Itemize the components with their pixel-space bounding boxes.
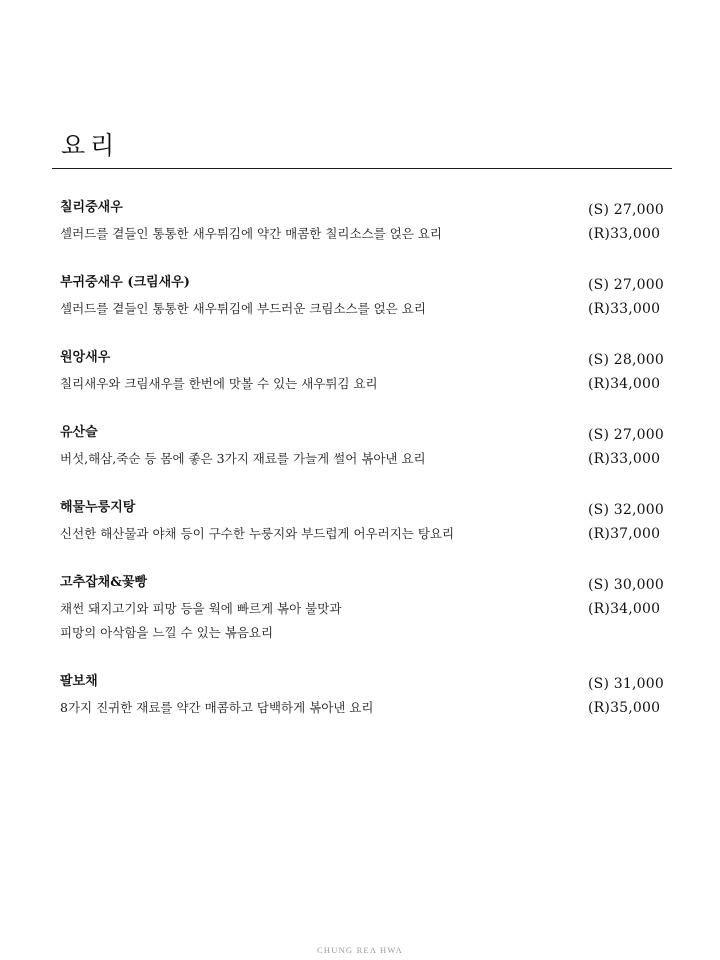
item-description: [60, 696, 570, 720]
item-description: [60, 372, 570, 396]
item-description-line: 버섯,해삼,죽순 등 몸에 좋은 3가지 재료를 가늘게 썰어 볶아낸 요리: [60, 451, 426, 466]
price-small: (S) 27,000: [588, 427, 664, 443]
item-description: [60, 222, 570, 246]
item-description-line: 8가지 진귀한 재료를 약간 매콤하고 담백하게 볶아낸 요리: [60, 700, 374, 715]
price-regular: (R)34,000: [588, 376, 661, 392]
menu-list: [0, 198, 720, 747]
item-name: 부귀중새우 (크림새우): [60, 275, 190, 290]
price-regular: (R)34,000: [588, 601, 661, 617]
menu-item: [0, 348, 720, 423]
menu-item: [0, 273, 720, 348]
price-regular: (R)37,000: [588, 526, 661, 542]
price-small: (S) 30,000: [588, 577, 664, 593]
item-description-line: 신선한 해산물과 야채 등이 구수한 누룽지와 부드럽게 어우러지는 탕요리: [60, 526, 455, 541]
page-title: 요리: [61, 131, 120, 160]
item-description: [60, 447, 570, 471]
footer-brand: CHUNG REA HWA: [317, 945, 403, 955]
menu-item: [0, 573, 720, 672]
item-name: 고추잡채&꽃빵: [60, 575, 148, 590]
price-regular: (R)33,000: [588, 451, 661, 467]
item-description: [60, 297, 570, 321]
price-regular: (R)33,000: [588, 226, 661, 242]
menu-item: [0, 423, 720, 498]
title-divider: [52, 168, 672, 169]
item-description-line: 채썬 돼지고기와 피망 등을 웍에 빠르게 볶아 불맛과: [60, 601, 342, 616]
menu-item: [0, 672, 720, 747]
item-description: [60, 522, 570, 546]
item-description-line: 칠리새우와 크림새우를 한번에 맛볼 수 있는 새우튀김 요리: [60, 376, 378, 391]
item-description-line: 셀러드를 곁들인 통통한 새우튀김에 부드러운 크림소스를 얹은 요리: [60, 301, 426, 316]
item-description-line: 피망의 아삭함을 느낄 수 있는 볶음요리: [60, 625, 274, 640]
price-regular: (R)35,000: [588, 700, 661, 716]
price-small: (S) 27,000: [588, 277, 664, 293]
menu-item: [0, 498, 720, 573]
price-small: (S) 31,000: [588, 676, 664, 692]
item-name: 팔보채: [60, 674, 98, 689]
item-name: 칠리중새우: [60, 200, 123, 215]
menu-item: [0, 198, 720, 273]
price-small: (S) 32,000: [588, 502, 664, 518]
item-name: 원앙새우: [60, 350, 111, 365]
item-name: 해물누룽지탕: [60, 500, 136, 515]
item-name: 유산슬: [60, 425, 98, 440]
price-small: (S) 28,000: [588, 352, 664, 368]
item-description-line: 셀러드를 곁들인 통통한 새우튀김에 약간 매콤한 칠리소스를 얹은 요리: [60, 226, 442, 241]
item-description: [60, 597, 570, 645]
price-regular: (R)33,000: [588, 301, 661, 317]
price-small: (S) 27,000: [588, 202, 664, 218]
